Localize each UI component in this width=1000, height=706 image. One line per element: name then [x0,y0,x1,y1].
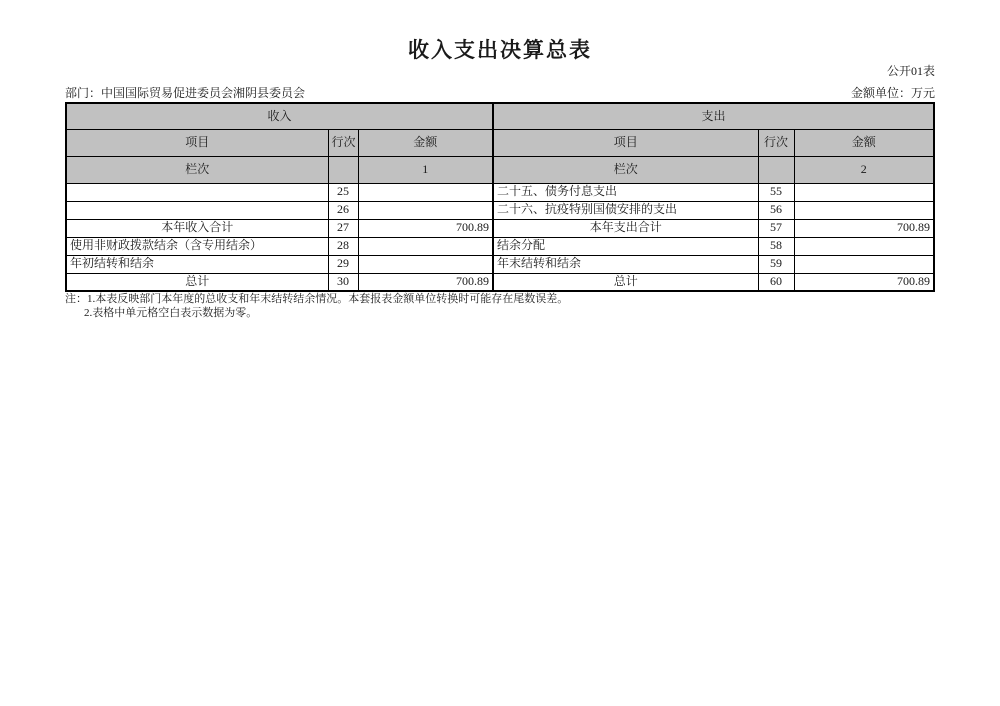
expenditure-amount-cell [794,201,934,219]
expenditure-item-header: 项目 [493,129,758,156]
expenditure-section-header: 支出 [493,103,934,129]
expenditure-item-cell: 总计 [493,273,758,291]
revenue-item-cell [66,183,328,201]
revenue-amount-cell [358,255,493,273]
expenditure-amount-cell: 700.89 [794,273,934,291]
expenditure-line-cell: 55 [758,183,794,201]
form-code: 公开01表 [886,64,935,78]
revenue-amount-cell [358,237,493,255]
column-index-row [66,156,934,183]
revenue-amount-header: 金额 [358,129,493,156]
expenditure-item-cell: 结余分配 [493,237,758,255]
footnote-line-2: 2.表格中单元格空白表示数据为零。 [84,307,258,319]
revenue-column-index: 1 [358,156,493,183]
revenue-line-cell: 30 [328,273,358,291]
expenditure-amount-cell [794,237,934,255]
revenue-line-header: 行次 [328,129,358,156]
footnotes [65,292,935,320]
department-label: 部门：中国国际贸易促进委员会湘阴县委员会 [65,86,306,100]
expenditure-column-index-label: 栏次 [493,156,758,183]
revenue-amount-cell [358,201,493,219]
revenue-item-cell: 年初结转和结余 [66,255,328,273]
revenue-item-cell: 本年收入合计 [66,219,328,237]
expenditure-amount-cell [794,183,934,201]
footnote-line-1: 注：1.本表反映部门本年度的总收支和年末结转结余情况。本套报表金额单位转换时可能存在尾数误差。 [65,293,569,305]
table-row [66,183,934,201]
column-header-row [66,129,934,156]
amount-unit-label: 金额单位：万元 [850,86,935,100]
table-row [66,237,934,255]
revenue-item-cell [66,201,328,219]
final-accounts-table [65,102,935,292]
expenditure-item-cell: 本年支出合计 [493,219,758,237]
expenditure-item-cell: 二十五、债务付息支出 [493,183,758,201]
expenditure-amount-cell: 700.89 [794,219,934,237]
expenditure-amount-cell [794,255,934,273]
revenue-amount-cell [358,183,493,201]
meta-row [65,84,935,101]
revenue-item-cell: 使用非财政拨款结余（含专用结余） [66,237,328,255]
expenditure-item-cell: 年末结转和结余 [493,255,758,273]
table-row [66,201,934,219]
table-row [66,255,934,273]
revenue-item-header: 项目 [66,129,328,156]
revenue-line-cell: 27 [328,219,358,237]
revenue-line-cell: 28 [328,237,358,255]
revenue-section-header: 收入 [66,103,493,129]
revenue-line-cell: 29 [328,255,358,273]
section-header-row [66,103,934,129]
revenue-amount-cell: 700.89 [358,273,493,291]
expenditure-line-header: 行次 [758,129,794,156]
expenditure-line-cell: 60 [758,273,794,291]
revenue-line-index-cell [328,156,358,183]
expenditure-line-cell: 58 [758,237,794,255]
expenditure-line-cell: 56 [758,201,794,219]
revenue-column-index-label: 栏次 [66,156,328,183]
revenue-line-cell: 25 [328,183,358,201]
page-title: 收入支出决算总表 [408,38,592,62]
expenditure-item-cell: 二十六、抗疫特别国债安排的支出 [493,201,758,219]
revenue-line-cell: 26 [328,201,358,219]
revenue-amount-cell: 700.89 [358,219,493,237]
table-row-grand-total [66,273,934,291]
table-row-revenue-total [66,219,934,237]
expenditure-line-cell: 57 [758,219,794,237]
expenditure-line-index-cell [758,156,794,183]
revenue-item-cell: 总计 [66,273,328,291]
expenditure-amount-header: 金额 [794,129,934,156]
expenditure-column-index: 2 [794,156,934,183]
expenditure-line-cell: 59 [758,255,794,273]
